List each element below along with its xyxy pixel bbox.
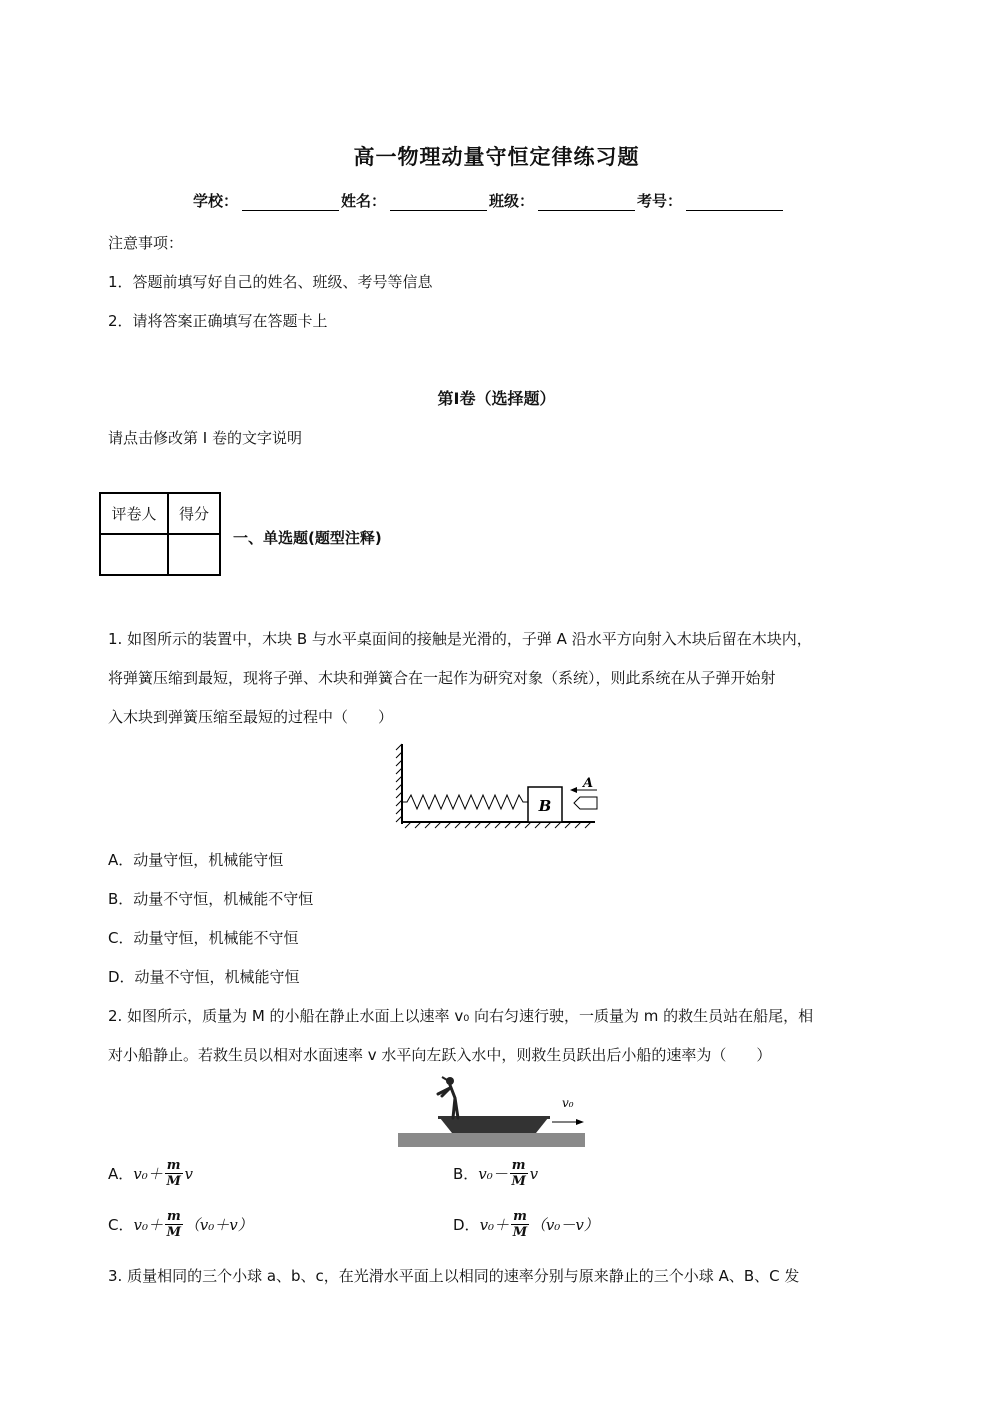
option-letter: D． bbox=[453, 1216, 480, 1234]
water-surface bbox=[398, 1133, 585, 1147]
bullet-label: A bbox=[582, 776, 594, 791]
class-field[interactable] bbox=[538, 196, 635, 211]
q1-text-line: 将弹簧压缩到最短，现将子弹、木块和弹簧合在一起作为研究对象（系统），则此系统在从子弹开始射 bbox=[108, 669, 776, 687]
q1-option-c[interactable]: C．动量守恒，机械能不守恒 bbox=[108, 929, 299, 947]
option-prefix: v₀＋ bbox=[133, 1216, 163, 1234]
q1-option-b[interactable]: B．动量不守恒，机械能不守恒 bbox=[108, 890, 314, 908]
option-prefix: v₀－ bbox=[478, 1165, 508, 1183]
page-title: 高一物理动量守恒定律练习题 bbox=[353, 145, 640, 169]
class-label: 班级： bbox=[489, 192, 535, 210]
velocity-label: v₀ bbox=[562, 1096, 574, 1110]
q3-text-line: 3. 质量相同的三个小球 a、b、c，在光滑水平面上以相同的速率分别与原来静止的三个小球 A、B、C 发 bbox=[108, 1267, 800, 1285]
q1-text-line: 入木块到弹簧压缩至最短的过程中（ ） bbox=[108, 708, 394, 726]
spring-block-figure bbox=[395, 742, 605, 832]
mass-ratio-fraction: $\frac{m}{M}$ bbox=[511, 1158, 526, 1189]
school-label: 学校： bbox=[193, 192, 239, 210]
notice-item: 2．请将答案正确填写在答题卡上 bbox=[108, 312, 328, 330]
name-field[interactable] bbox=[390, 196, 487, 211]
q2-option-d[interactable] bbox=[453, 1209, 599, 1240]
option-letter: C． bbox=[108, 1216, 134, 1234]
notice-heading: 注意事项： bbox=[108, 234, 184, 252]
boat bbox=[440, 1118, 548, 1133]
q2-option-c[interactable] bbox=[108, 1209, 253, 1240]
student-info-row bbox=[193, 190, 785, 211]
option-suffix: （v₀＋v） bbox=[184, 1216, 253, 1234]
mass-ratio-fraction: $\frac{m}{M}$ bbox=[512, 1209, 528, 1240]
score-header: 得分 bbox=[168, 493, 220, 534]
grader-cell[interactable] bbox=[100, 534, 168, 575]
option-suffix: v bbox=[184, 1164, 194, 1183]
option-prefix: v₀＋ bbox=[479, 1216, 510, 1234]
block-label: B bbox=[538, 797, 552, 815]
q2-option-a[interactable] bbox=[108, 1158, 193, 1189]
section1-heading: 一、单选题(题型注释) bbox=[233, 529, 382, 547]
q2-text-line: 对小船静止。若救生员以相对水面速率 v 水平向左跃入水中，则救生员跃出后小船的速率为（ ） bbox=[108, 1046, 772, 1064]
notice-item: 1．答题前填写好自己的姓名、班级、考号等信息 bbox=[108, 273, 433, 291]
part1-heading: 第Ⅰ卷（选择题） bbox=[437, 389, 556, 408]
mass-ratio-fraction: $\frac{m}{M}$ bbox=[166, 1158, 181, 1189]
option-prefix: v₀＋ bbox=[133, 1165, 163, 1183]
part1-note: 请点击修改第 I 卷的文字说明 bbox=[108, 429, 302, 447]
name-label: 姓名： bbox=[341, 192, 387, 210]
option-letter: B． bbox=[453, 1165, 479, 1183]
spring bbox=[402, 795, 528, 809]
score-table bbox=[99, 492, 221, 576]
exam-number-label: 考号： bbox=[637, 192, 683, 210]
boat-figure bbox=[398, 1074, 588, 1150]
mass-ratio-fraction: $\frac{m}{M}$ bbox=[166, 1209, 182, 1240]
option-letter: A． bbox=[108, 1165, 134, 1183]
bullet-a bbox=[574, 797, 597, 809]
bullet-arrowhead bbox=[570, 787, 577, 793]
exam-number-field[interactable] bbox=[686, 196, 783, 211]
q2-option-b[interactable] bbox=[453, 1158, 538, 1189]
score-cell[interactable] bbox=[168, 534, 220, 575]
option-suffix: v bbox=[529, 1164, 539, 1183]
q1-option-a[interactable]: A．动量守恒，机械能守恒 bbox=[108, 851, 284, 869]
q1-option-d[interactable]: D．动量不守恒，机械能守恒 bbox=[108, 968, 300, 986]
school-field[interactable] bbox=[242, 196, 339, 211]
lifeguard-body bbox=[438, 1085, 458, 1118]
option-suffix: （v₀－v） bbox=[530, 1216, 599, 1234]
q2-text-line: 2. 如图所示，质量为 M 的小船在静止水面上以速率 v₀ 向右匀速行驶，一质量为 m 的救生员站在船尾，相 bbox=[108, 1007, 814, 1025]
grader-header: 评卷人 bbox=[100, 493, 168, 534]
q1-text-line: 1. 如图所示的装置中，木块 B 与水平桌面间的接触是光滑的，子弹 A 沿水平方向射入木块后留在木块内， bbox=[108, 630, 812, 648]
